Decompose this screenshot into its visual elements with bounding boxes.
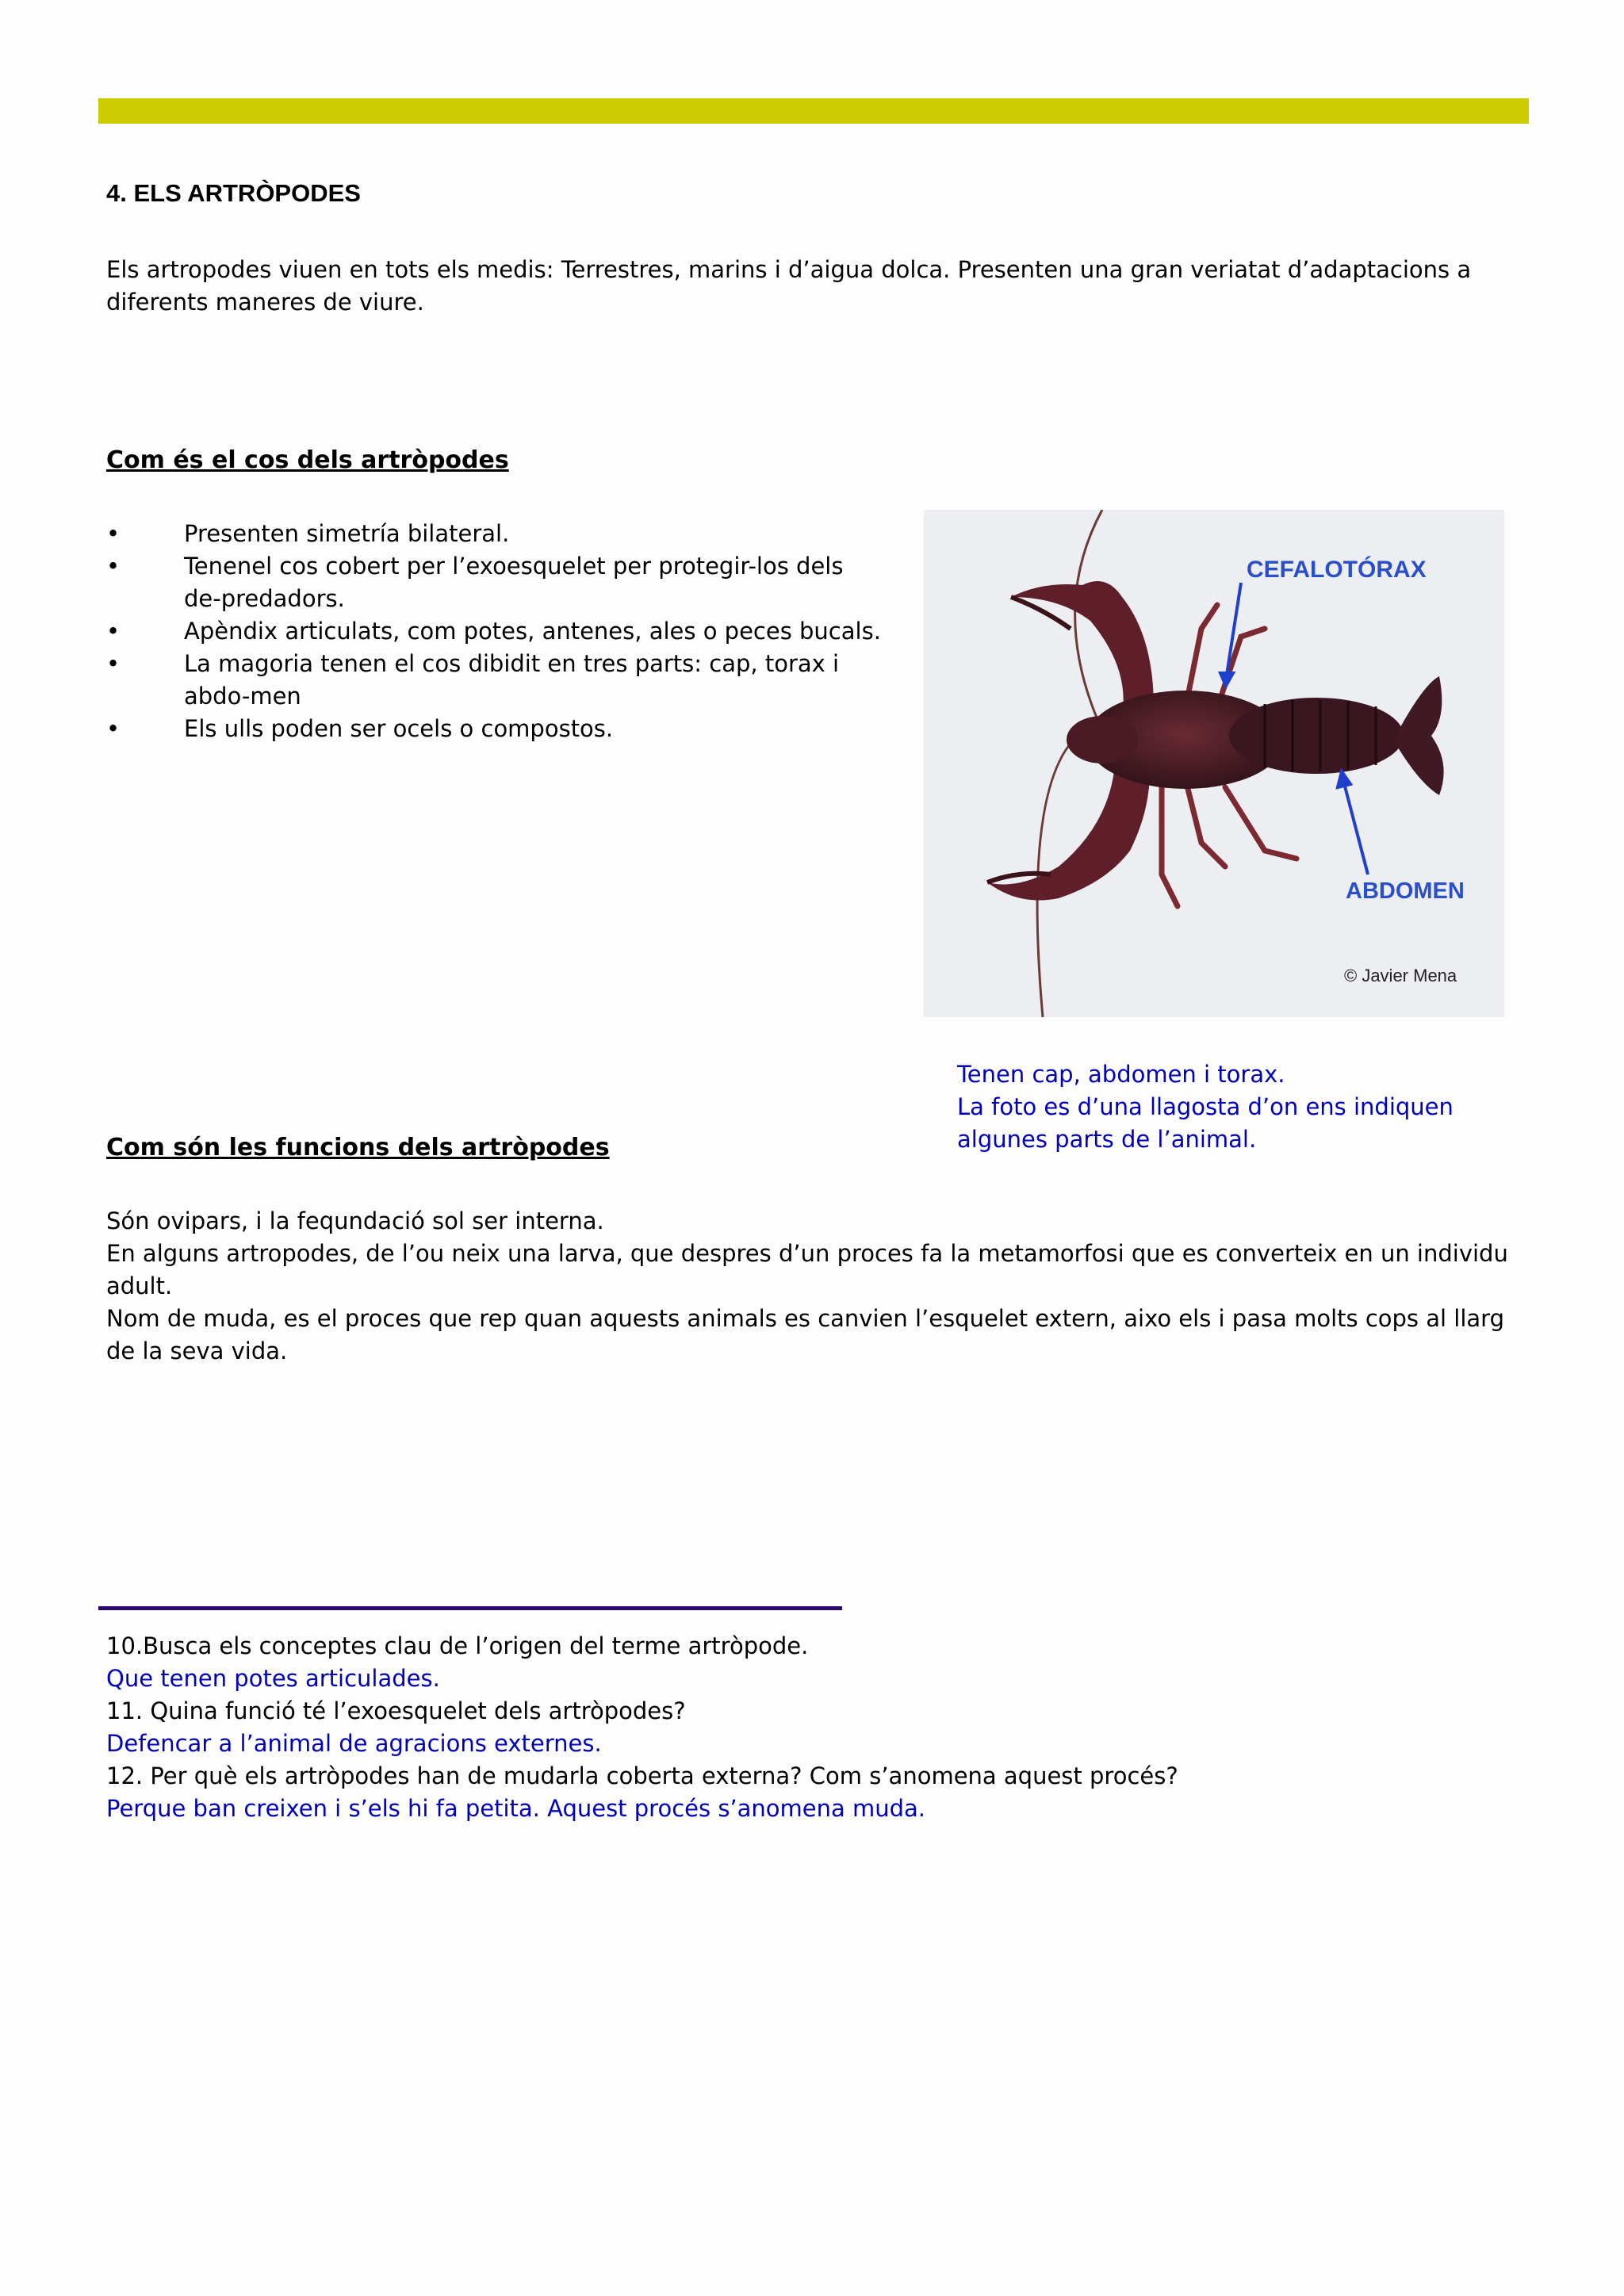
photo-caption: [957, 1058, 1528, 1156]
question: 11. Quina funció té l’exoesquelet dels artròpodes?: [106, 1697, 686, 1724]
functions-paragraph: [106, 1205, 1521, 1368]
section-heading-body: Com és el cos dels artròpodes: [106, 446, 509, 474]
list-item: • Presenten simetría bilateral.: [106, 518, 883, 550]
section-divider: [98, 1606, 842, 1610]
answer: Que tenen potes articulades.: [106, 1665, 440, 1692]
list-item: • Els ulls poden ser ocels o compostos.: [106, 713, 883, 745]
caption-line: La foto es d’una llagosta d’on ens indiquen algunes parts de l’animal.: [957, 1093, 1454, 1153]
questions-answers: [106, 1630, 1521, 1825]
caption-line: Tenen cap, abdomen i torax.: [957, 1061, 1285, 1088]
paragraph-line: En alguns artropodes, de l’ou neix una larva, que despres d’un proces fa la metamorfosi que es converteix en un individu adult.: [106, 1240, 1508, 1299]
bullet-icon: •: [106, 520, 121, 547]
list-item: • Apèndix articulats, com potes, antenes, ales o peces bucals.: [106, 615, 883, 648]
bullet-icon: •: [106, 650, 121, 677]
answer: Perque ban creixen i s’els hi fa petita. Aquest procés s’anomena muda.: [106, 1795, 926, 1822]
bullet-icon: •: [106, 553, 121, 580]
paragraph-line: Són ovipars, i la fequndació sol ser interna.: [106, 1207, 604, 1234]
top-color-bar: [98, 98, 1529, 124]
bullet-icon: •: [106, 618, 121, 645]
intro-paragraph: Els artropodes viuen en tots els medis: Terrestres, marins i d’aigua dolca. Presenten una gran veriatat d’adaptacions a diferents maneres de viure.: [106, 256, 1472, 316]
crayfish-illustration: [924, 510, 1504, 1017]
crayfish-photo: [924, 510, 1504, 1017]
list-item: • Tenenel cos cobert per l’exoesquelet per protegir-los dels de-predadors.: [106, 550, 883, 615]
question: 12. Per què els artròpodes han de mudarla coberta externa? Com s’anomena aquest procés?: [106, 1762, 1178, 1789]
cefalotorax-label: CEFALOTÓRAX: [1247, 557, 1427, 583]
bullet-icon: •: [106, 715, 121, 742]
paragraph-line: Nom de muda, es el proces que rep quan aquests animals es canvien l’esquelet extern, aixo els i pasa molts cops al llarg de la seva vida.: [106, 1305, 1504, 1364]
page-title: 4. ELS ARTRÒPODES: [106, 179, 361, 207]
section-heading-functions: Com són les funcions dels artròpodes: [106, 1134, 610, 1161]
photo-credit: © Javier Mena: [1344, 966, 1457, 985]
body-features-list: [106, 518, 883, 745]
abdomen-label: ABDOMEN: [1346, 878, 1465, 904]
question: 10.Busca els conceptes clau de l’origen del terme artròpode.: [106, 1632, 809, 1659]
list-item: • La magoria tenen el cos dibidit en tres parts: cap, torax i abdo-men: [106, 648, 883, 713]
answer: Defencar a l’animal de agracions externes.: [106, 1730, 602, 1757]
